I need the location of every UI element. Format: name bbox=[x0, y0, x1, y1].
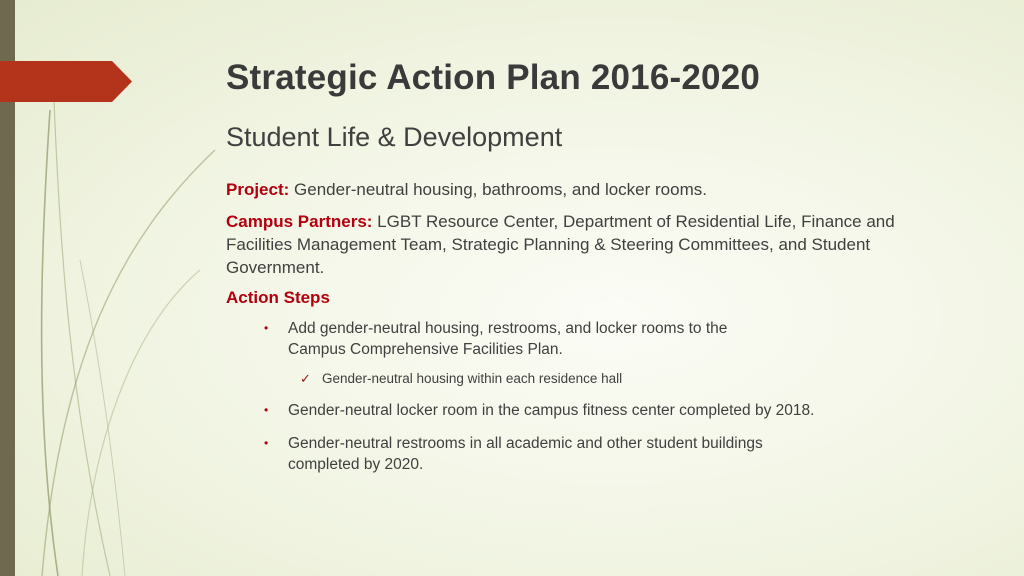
action-step-line: Gender-neutral restrooms in all academic and other student buildings bbox=[288, 435, 763, 452]
action-substep-text: Gender-neutral housing within each residence hall bbox=[322, 371, 623, 386]
action-step-item bbox=[264, 318, 926, 388]
checkmark-icon: ✓ bbox=[300, 371, 311, 386]
action-step-line: Add gender-neutral housing, restrooms, and locker rooms to the bbox=[288, 320, 728, 337]
action-steps-heading: Action Steps bbox=[226, 288, 330, 307]
action-step-item bbox=[264, 433, 926, 475]
bullet-icon: • bbox=[264, 321, 269, 335]
action-step-line: Gender-neutral locker room in the campus fitness center completed by 2018. bbox=[288, 402, 815, 419]
project-label: Project: bbox=[226, 180, 290, 199]
accent-arrow-shape bbox=[0, 61, 132, 102]
slide-title: Strategic Action Plan 2016-2020 bbox=[226, 58, 761, 97]
action-step-item bbox=[264, 400, 926, 421]
slide-content bbox=[226, 178, 926, 487]
action-substep-item bbox=[300, 370, 926, 388]
partners-paragraph bbox=[226, 210, 926, 279]
slide-subtitle: Student Life & Development bbox=[226, 122, 563, 152]
project-text: Gender-neutral housing, bathrooms, and locker rooms. bbox=[294, 180, 707, 199]
project-paragraph bbox=[226, 178, 926, 201]
bullet-icon: • bbox=[264, 436, 269, 450]
action-step-line: completed by 2020. bbox=[288, 456, 424, 473]
partners-label: Campus Partners: bbox=[226, 212, 373, 231]
bullet-icon: • bbox=[264, 403, 269, 417]
action-steps-list bbox=[226, 318, 926, 475]
action-step-line: Campus Comprehensive Facilities Plan. bbox=[288, 341, 563, 358]
partners-text: LGBT Resource Center, Department of Residential Life, Finance and Facilities Management Team, Strategic Planning & Steering Committees, and Student Government. bbox=[226, 212, 895, 277]
